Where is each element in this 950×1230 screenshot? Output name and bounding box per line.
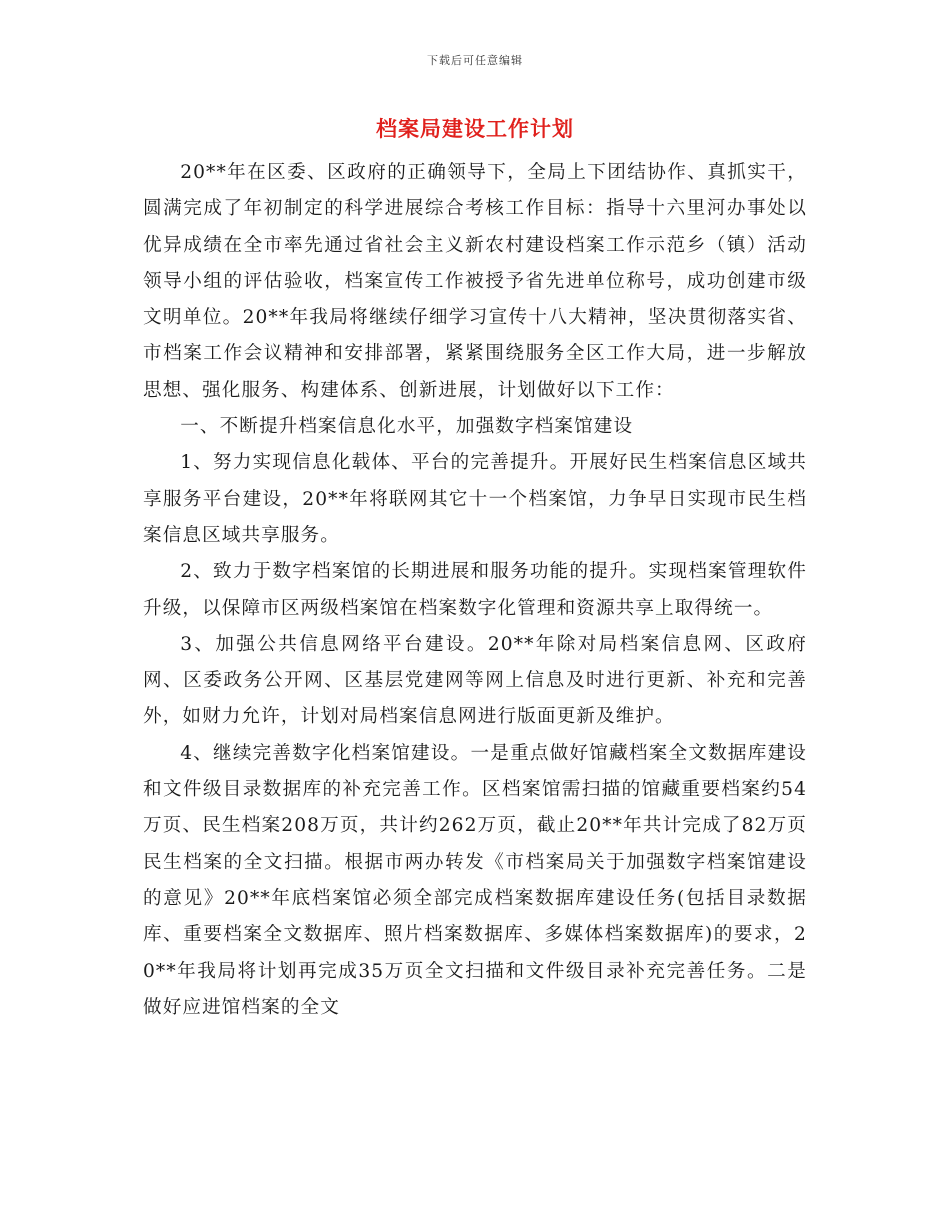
document-body: [143, 155, 807, 1026]
paragraph-intro: 20**年在区委、区政府的正确领导下，全局上下团结协作、真抓实干，圆满完成了年初制定的科学进展综合考核工作目标：指导十六里河办事处以优异成绩在全市率先通过省社会主义新农村建设档案工作示范乡（镇）活动领导小组的评估验收，档案宣传工作被授予省先进单位称号，成功创建市级文明单位。20**年我局将继续仔细学习宣传十八大精神，坚决贯彻落实省、市档案工作会议精神和安排部署，紧紧围绕服务全区工作大局，进一步解放思想、强化服务、构建体系、创新进展，计划做好以下工作：: [143, 162, 807, 401]
paragraph-item-1: 1、努力实现信息化载体、平台的完善提升。开展好民生档案信息区域共享服务平台建设，20**年将联网其它十一个档案馆，力争早日实现市民生档案信息区域共享服务。: [143, 452, 807, 546]
header-note: 下载后可任意编辑: [427, 54, 523, 67]
paragraph-item-2: 2、致力于数字档案馆的长期进展和服务功能的提升。实现档案管理软件升级，以保障市区两级档案馆在档案数字化管理和资源共享上取得统一。: [143, 561, 807, 619]
paragraph-item-4: 4、继续完善数字化档案馆建设。一是重点做好馆藏档案全文数据库建设和文件级目录数据库的补充完善工作。区档案馆需扫描的馆藏重要档案约54万页、民生档案208万页，共计约262万页，截止20**年共计完成了82万页民生档案的全文扫描。根据市两办转发《市档案局关于加强数字档案馆建设的意见》20**年底档案馆必须全部完成档案数据库建设任务(包括目录数据库、重要档案全文数据库、照片档案数据库、多媒体档案数据库)的要求，20**年我局将计划再完成35万页全文扫描和文件级目录补充完善任务。二是做好应进馆档案的全文: [143, 742, 807, 1018]
document-title: 档案局建设工作计划: [376, 116, 574, 141]
paragraph-item-3: 3、加强公共信息网络平台建设。20**年除对局档案信息网、区政府网、区委政务公开网、区基层党建网等网上信息及时进行更新、补充和完善外，如财力允许，计划对局档案信息网进行版面更新及维护。: [143, 633, 807, 728]
section-heading-1: 一、不断提升档案信息化水平，加强数字档案馆建设: [180, 416, 634, 438]
